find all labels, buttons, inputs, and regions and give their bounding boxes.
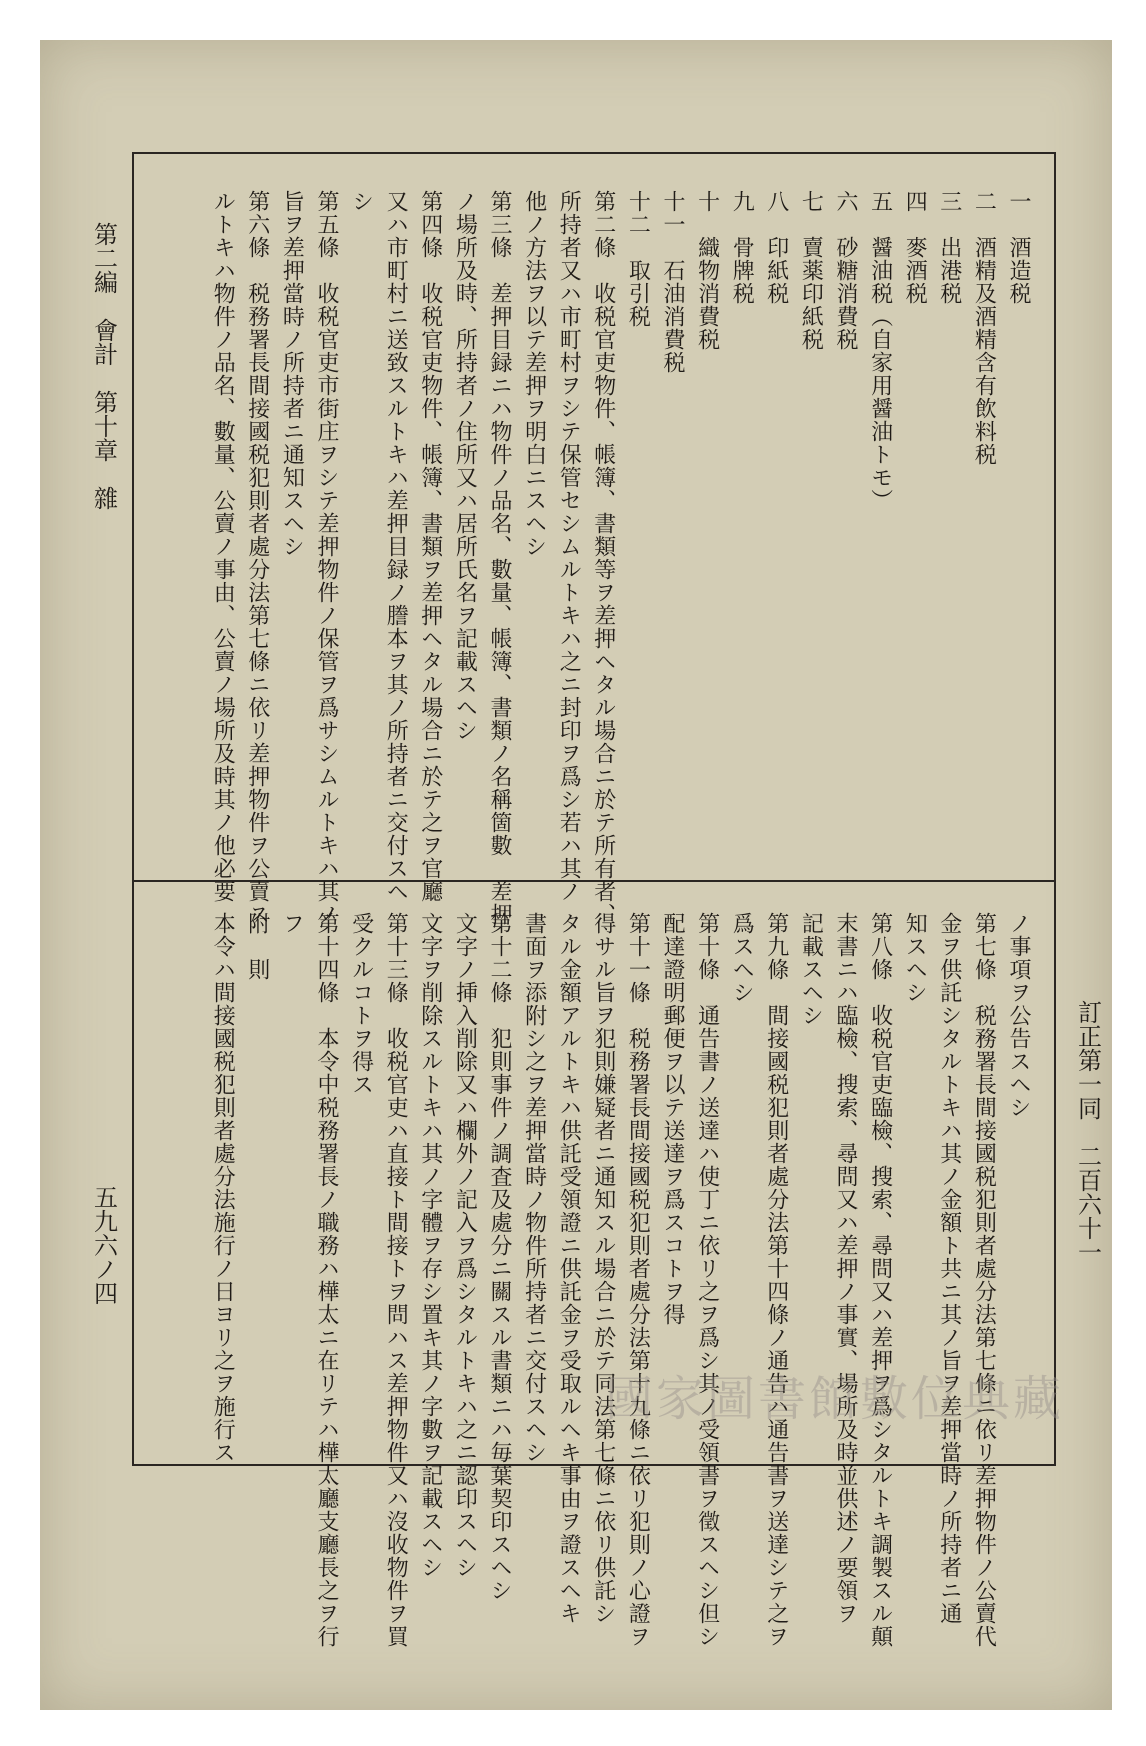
- upper-column: 二 酒精及酒精含有飲料税: [971, 190, 997, 466]
- upper-column: 他ノ方法ヲ以テ差押ヲ明白ニスヘシ: [521, 190, 547, 558]
- left-header: 第二編 會計 第十章 雜: [89, 222, 118, 510]
- lower-column: 本令ハ間接國税犯則者處分法施行ノ日ヨリ之ヲ施行ス: [210, 912, 236, 1464]
- upper-column: 所持者又ハ市町村ヲシテ保管セシムルトキハ之ニ封印ヲ爲シ若ハ其ノ: [556, 190, 582, 903]
- upper-column: 四 麥酒税: [902, 190, 928, 305]
- upper-column: 又ハ市町村ニ送致スルトキハ差押目録ノ謄本ヲ其ノ所持者ニ交付スヘ: [383, 190, 409, 903]
- lower-column: ノ事項ヲ公告スヘシ: [1006, 912, 1031, 1119]
- upper-column: 九 骨牌税: [729, 190, 755, 305]
- upper-column: 十 織物消費税: [694, 190, 720, 351]
- upper-column: シ: [348, 190, 374, 213]
- lower-column: フ: [279, 912, 305, 935]
- upper-column: 旨ヲ差押當時ノ所持者ニ通知スヘシ: [279, 190, 305, 558]
- lower-column: 第七條 税務署長間接國税犯則者處分法第七條ニ依リ差押物件ノ公賣代: [971, 912, 997, 1648]
- upper-column: 六 砂糖消費税: [833, 190, 858, 351]
- upper-column: 第三條 差押目録ニハ物件ノ品名、數量、帳簿、書類ノ名稱箇數 差押: [487, 190, 512, 926]
- lower-column: 第十一條 税務署長間接國税犯則者處分法第十九條ニ依リ犯則ノ心證ヲ: [625, 912, 651, 1648]
- lower-column: 爲スヘシ: [729, 912, 755, 1004]
- lower-column: 文字ノ挿入削除又ハ欄外ノ記入ヲ爲シタルトキハ之ニ認印スヘシ: [452, 912, 478, 1579]
- upper-column: 八 印紙税: [763, 190, 789, 305]
- lower-column: 第十條 通告書ノ送達ハ使丁ニ依リ之ヲ爲シ其ノ受領書ヲ徵スヘシ但シ: [694, 912, 720, 1648]
- lower-column: 知スヘシ: [902, 912, 928, 1004]
- lower-column: 末書ニハ臨檢、搜索、尋問又ハ差押ノ事實、場所及時並供述ノ要領ヲ: [833, 912, 858, 1625]
- upper-column: 第二條 收税官吏物件、帳簿、書類等ヲ差押ヘタル場合ニ於テ所有者、: [590, 190, 616, 926]
- lower-column: 金ヲ供託シタルトキハ其ノ金額ト共ニ其ノ旨ヲ差押當時ノ所持者ニ通: [936, 912, 962, 1625]
- lower-column: 第十四條 本令中税務署長ノ職務ハ樺太ニ在リテハ樺太廳支廳長之ヲ行: [314, 912, 339, 1648]
- lower-column: 第十二條 犯則事件ノ調査及處分ニ關スル書類ニハ毎葉契印スヘシ: [487, 912, 512, 1602]
- upper-column: 第四條 收税官吏物件、帳簿、書類ヲ差押ヘタル場合ニ於テ之ヲ官廳: [417, 190, 443, 903]
- upper-column: 五 醤油税（自家用醤油トモ）: [867, 190, 893, 512]
- lower-column: 受クルコトヲ得ス: [348, 912, 374, 1096]
- upper-column: ノ場所及時、所持者ノ住所又ハ居所氏名ヲ記載スヘシ: [452, 190, 478, 742]
- upper-column: 一 酒造税: [1006, 190, 1031, 305]
- lower-column: 第九條 間接國税犯則者處分法第十四條ノ通告ハ通告書ヲ送達シテ之ヲ: [763, 912, 789, 1648]
- right-header: 訂正第一同 二百六十一: [1073, 1000, 1102, 1264]
- upper-column: 七 賣薬印紙税: [798, 190, 824, 351]
- upper-column: 十二 取引税: [625, 190, 651, 328]
- watermark: 國家圖書館數位典藏: [604, 1371, 1064, 1427]
- lower-column: 配達證明郵便ヲ以テ送達ヲ爲スコトヲ得: [660, 912, 685, 1326]
- lower-column: 第八條 收税官吏臨檢、搜索、尋問又ハ差押ヲ爲シタルトキ調製スル顛: [867, 912, 893, 1648]
- upper-column: 三 出港税: [936, 190, 962, 305]
- lower-column: 書面ヲ添附シ之ヲ差押當時ノ物件所持者ニ交付スヘシ: [521, 912, 547, 1464]
- lower-column: 得サル旨ヲ犯則嫌疑者ニ通知スル場合ニ於テ同法第七條ニ依リ供託シ: [590, 912, 616, 1625]
- lower-column: 第十三條 收税官吏ハ直接ト間接トヲ問ハス差押物件又ハ沒收物件ヲ買: [383, 912, 409, 1648]
- lower-column: 記載スヘシ: [798, 912, 824, 1027]
- lower-column: 文字ヲ削除スルトキハ其ノ字體ヲ存シ置キ其ノ字數ヲ記載スヘシ: [417, 912, 443, 1579]
- upper-column: ルトキハ物件ノ品名、數量、公賣ノ事由、公賣ノ場所及時其ノ他必要: [210, 190, 236, 903]
- upper-column: 第五條 收税官吏市街庄ヲシテ差押物件ノ保管ヲ爲サシムルトキハ其ノ: [314, 190, 339, 926]
- lower-column: タル金額アルトキハ供託受領證ニ供託金ヲ受取ルヘキ事由ヲ證スヘキ: [556, 912, 582, 1625]
- lower-column: 附 則: [244, 912, 270, 981]
- upper-column: 第六條 税務署長間接國税犯則者處分法第七條ニ依リ差押物件ヲ公賣ス: [244, 190, 270, 926]
- upper-column: 十一 石油消費税: [660, 190, 685, 374]
- page-number: 五九六ノ四: [89, 1185, 118, 1305]
